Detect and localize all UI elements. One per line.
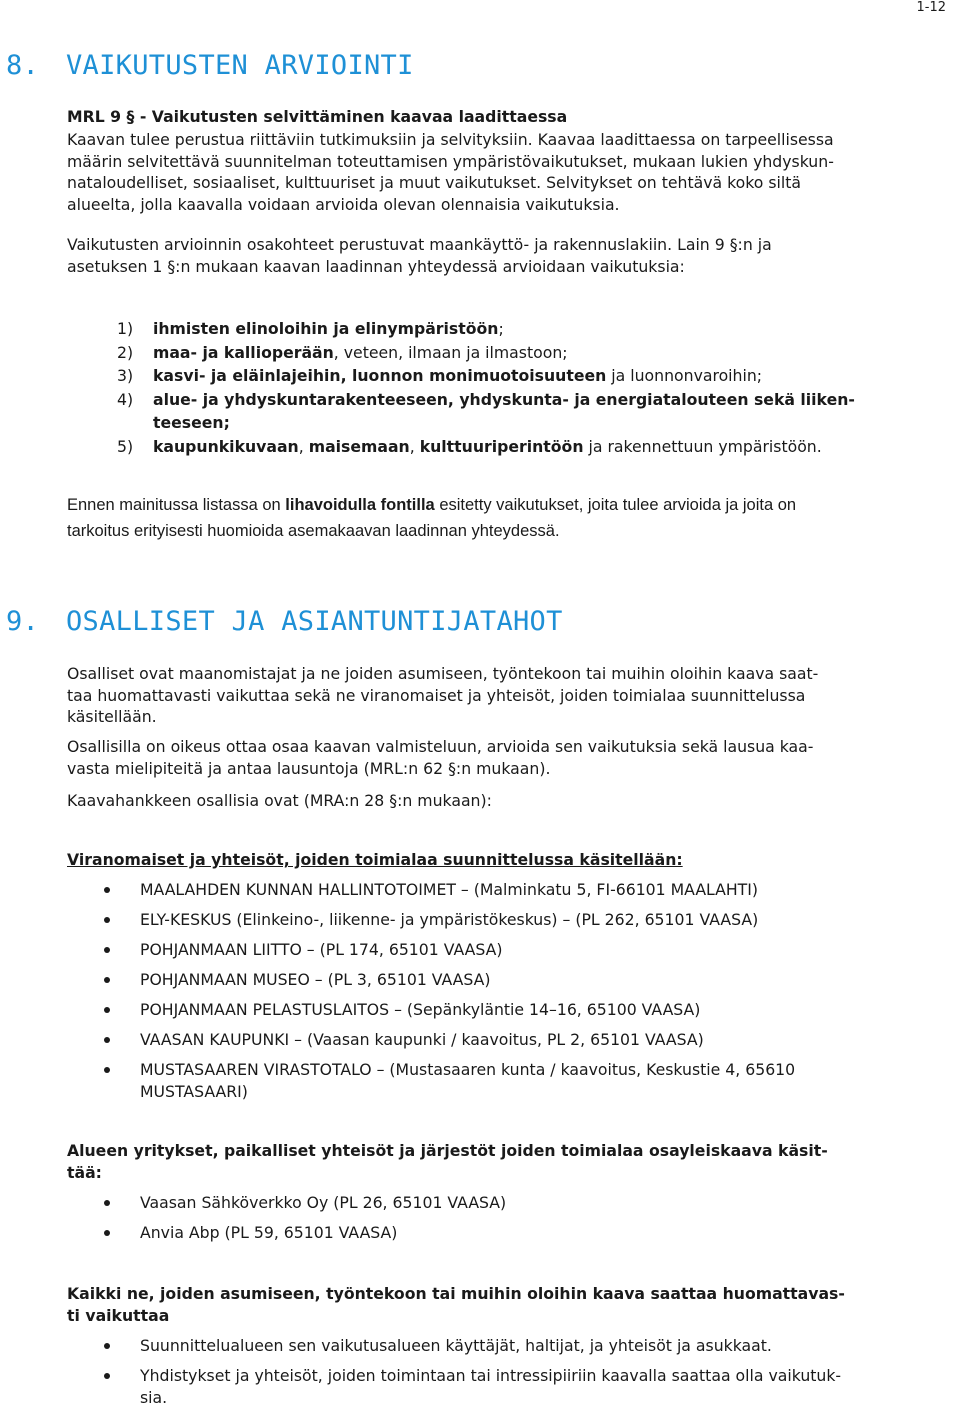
list-item-text: POHJANMAAN LIITTO – (PL 174, 65101 VAASA) bbox=[140, 940, 503, 959]
list-item-text: Anvia Abp (PL 59, 65101 VAASA) bbox=[140, 1223, 398, 1242]
impacts-list bbox=[117, 317, 957, 458]
impact-bold: alue- ja yhdyskuntarakenteeseen, yhdyskunta- ja energiatalouteen sekä liiken- bbox=[153, 389, 855, 409]
companies-heading bbox=[67, 1140, 947, 1184]
impact-rest: ja rakennettuun ympäristöön. bbox=[583, 436, 822, 456]
text-line: käsitellään. bbox=[67, 707, 157, 726]
section-8-heading bbox=[6, 50, 414, 82]
bullet-icon bbox=[104, 977, 110, 983]
bullet-icon bbox=[104, 887, 110, 893]
paragraph bbox=[67, 736, 947, 779]
bullet-icon bbox=[104, 1373, 110, 1379]
impact-rest: , veteen, ilmaan ja ilmastoon; bbox=[333, 342, 568, 362]
bullet-icon bbox=[104, 1007, 110, 1013]
list-item-text: POHJANMAAN PELASTUSLAITOS – (Sepänkyläntie 14–16, 65100 VAASA) bbox=[140, 1000, 701, 1019]
text-line: Osallisilla on oikeus ottaa osaa kaavan valmisteluun, arvioida sen vaikutuksia sekä lausua kaa- bbox=[67, 737, 814, 756]
list-item-text: Suunnittelualueen sen vaikutusalueen käyttäjät, haltijat, ja yhteisöt ja asukkaat. bbox=[140, 1336, 772, 1355]
list-item bbox=[117, 435, 957, 459]
paragraph: Kaavahankkeen osallisia ovat (MRA:n 28 §:n mukaan): bbox=[67, 791, 492, 810]
page-number: 1-12 bbox=[916, 0, 946, 15]
impact-bold: maa- ja kallioperään bbox=[153, 342, 334, 362]
list-item bbox=[117, 364, 957, 388]
separator: , bbox=[409, 436, 420, 456]
note-paragraph bbox=[67, 492, 947, 544]
bullet-icon bbox=[104, 917, 110, 923]
companies-list bbox=[96, 1192, 956, 1252]
list-item bbox=[96, 1365, 956, 1409]
heading-line: tää: bbox=[67, 1163, 102, 1182]
bullet-icon bbox=[104, 1067, 110, 1073]
text-line: Kaavan tulee perustua riittäviin tutkimuksiin ja selvityksiin. Kaavaa laadittaessa on tarpeellisessa bbox=[67, 130, 834, 149]
list-item bbox=[96, 969, 956, 991]
others-list bbox=[96, 1335, 956, 1417]
section-title: VAIKUTUSTEN ARVIOINTI bbox=[66, 50, 414, 81]
list-item-text: VAASAN KAUPUNKI – (Vaasan kaupunki / kaavoitus, PL 2, 65101 VAASA) bbox=[140, 1030, 704, 1049]
text-line: määrin selvitettävä suunnitelman toteuttamisen ympäristövaikutukset, mukaan lukien yhdyskun- bbox=[67, 151, 834, 171]
text-line: Vaikutusten arvioinnin osakohteet perustuvat maankäyttö- ja rakennuslakiin. Lain 9 §:n ja bbox=[67, 235, 772, 254]
note-text: esitetty vaikutukset, joita tulee arvioida ja joita on bbox=[434, 496, 797, 514]
list-item bbox=[96, 939, 956, 961]
impact-bold: ihmisten elinoloihin ja elinympäristöön bbox=[153, 319, 499, 338]
impact-rest: ; bbox=[498, 319, 504, 338]
section-number: 8. bbox=[6, 50, 40, 81]
note-text: Ennen mainitussa listassa on bbox=[67, 496, 286, 514]
list-item-text: POHJANMAAN MUSEO – (PL 3, 65101 VAASA) bbox=[140, 970, 491, 989]
list-item bbox=[96, 1192, 956, 1214]
section-9-heading bbox=[6, 606, 563, 638]
paragraph bbox=[67, 234, 947, 277]
bullet-icon bbox=[104, 1343, 110, 1349]
text-line: vasta mielipiteitä ja antaa lausuntoja (MRL:n 62 §:n mukaan). bbox=[67, 758, 551, 778]
list-item bbox=[96, 1222, 956, 1244]
list-item bbox=[117, 317, 957, 341]
impact-bold: kaupunkikuvaan bbox=[153, 436, 299, 456]
text-line: alueelta, jolla kaavalla voidaan arvioida olevan olennaisia vaikutuksia. bbox=[67, 194, 620, 214]
authorities-heading: Viranomaiset ja yhteisöt, joiden toimialaa suunnittelussa käsitellään: bbox=[67, 850, 683, 869]
list-item-text: MAALAHDEN KUNNAN HALLINTOTOIMET – (Malminkatu 5, FI-66101 MAALAHTI) bbox=[140, 880, 759, 899]
others-heading bbox=[67, 1283, 947, 1327]
bullet-icon bbox=[104, 947, 110, 953]
list-item bbox=[117, 388, 957, 435]
text-line: taa huomattavasti vaikuttaa sekä ne viranomaiset ja yhteisöt, joiden toimialaa suunnittelussa bbox=[67, 685, 806, 705]
bullet-icon bbox=[104, 1200, 110, 1206]
list-item bbox=[96, 1059, 956, 1103]
impact-bold: maisemaan bbox=[308, 436, 410, 456]
text-line: Osalliset ovat maanomistajat ja ne joiden asumiseen, työntekoon tai muihin oloihin kaava saat- bbox=[67, 664, 819, 683]
list-number: 5) bbox=[117, 436, 134, 456]
list-item-text: Vaasan Sähköverkko Oy (PL 26, 65101 VAASA) bbox=[140, 1193, 507, 1212]
list-item bbox=[96, 1029, 956, 1051]
impact-bold: kasvi- ja eläinlajeihin, luonnon monimuotoisuuteen bbox=[153, 366, 607, 385]
impact-bold: kulttuuriperintöön bbox=[419, 436, 584, 456]
section-title: OSALLISET JA ASIANTUNTIJATAHOT bbox=[66, 606, 563, 637]
list-item bbox=[96, 879, 956, 901]
list-item-text: Yhdistykset ja yhteisöt, joiden toimintaan tai intressipiiriin kaavalla saattaa olla vaikutuk- bbox=[140, 1366, 842, 1385]
list-item-text: ELY-KESKUS (Elinkeino-, liikenne- ja ympäristökeskus) – (PL 262, 65101 VAASA) bbox=[140, 910, 759, 929]
list-item-text: MUSTASAARI) bbox=[140, 1082, 248, 1101]
paragraph bbox=[67, 663, 947, 728]
text-line: asetuksen 1 §:n mukaan kaavan laadinnan yhteydessä arvioidaan vaikutuksia: bbox=[67, 256, 685, 276]
authorities-list bbox=[96, 879, 956, 1111]
list-item-text: MUSTASAAREN VIRASTOTALO – (Mustasaaren kunta / kaavoitus, Keskustie 4, 65610 bbox=[140, 1060, 796, 1079]
text-line bbox=[67, 492, 947, 518]
paragraph bbox=[67, 129, 947, 215]
section-number: 9. bbox=[6, 606, 40, 637]
bullet-icon bbox=[104, 1230, 110, 1236]
impact-rest: ja luonnonvaroihin; bbox=[606, 366, 763, 385]
list-item bbox=[96, 999, 956, 1021]
impact-bold: teeseen; bbox=[153, 413, 230, 432]
list-item bbox=[117, 341, 957, 365]
subheading: MRL 9 § - Vaikutusten selvittäminen kaavaa laadittaessa bbox=[67, 107, 568, 126]
list-number: 2) bbox=[117, 342, 134, 362]
text-line: nataloudelliset, sosiaaliset, kulttuuriset ja muut vaikutukset. Selvitykset on tehtävä koko siltä bbox=[67, 173, 801, 192]
list-number: 3) bbox=[117, 366, 134, 385]
list-item bbox=[96, 1335, 956, 1357]
separator: , bbox=[298, 436, 309, 456]
note-bold: lihavoidulla fontilla bbox=[285, 496, 435, 514]
heading-line: ti vaikuttaa bbox=[67, 1306, 170, 1325]
text-line: tarkoitus erityisesti huomioida asemakaavan laadinnan yhteydessä. bbox=[67, 522, 560, 540]
list-number: 4) bbox=[117, 389, 134, 409]
heading-line: Alueen yritykset, paikalliset yhteisöt ja järjestöt joiden toimialaa osayleiskaava käsit- bbox=[67, 1141, 828, 1160]
list-item bbox=[96, 909, 956, 931]
list-number: 1) bbox=[117, 319, 134, 338]
list-item-text: sia. bbox=[140, 1388, 168, 1407]
bullet-icon bbox=[104, 1037, 110, 1043]
heading-line: Kaikki ne, joiden asumiseen, työntekoon tai muihin oloihin kaava saattaa huomattavas- bbox=[67, 1284, 845, 1303]
